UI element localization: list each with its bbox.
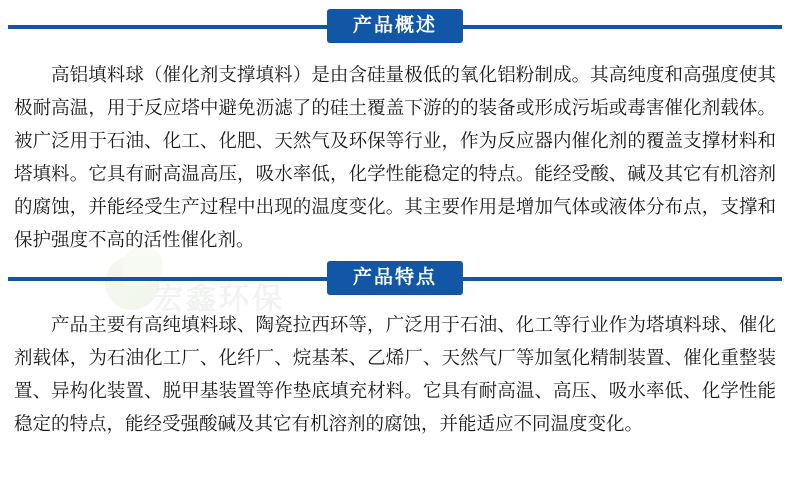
section-header-overview [0,6,790,46]
watermark-label: 宏鑫环保 [153,283,285,316]
section-body-features: 产品主要有高纯填料球、陶瓷拉西环等，广泛用于石油、化工等行业作为塔填料球、催化剂载体，为石油化工厂、化纤厂、烷基苯、乙烯厂、天然气厂等加氢化精制装置、催化重整装置、异构化装置、脱甲基装置等作垫底填充材料。它具有耐高温、高压、吸水率低、化学性能稳定的特点，能经受强酸碱及其它有机溶剂的腐蚀，并能适应不同温度变化。 [14,316,776,435]
section-title-overview: 产品概述 [327,9,463,43]
section-title-features: 产品特点 [327,261,463,295]
section-body-overview: 高铝填料球（催化剂支撑填料）是由含硅量极低的氧化铝粉制成。其高纯度和高强度使其极耐高温，用于反应塔中避免沥滤了的硅土覆盖下游的的装备或形成污垢或毒害催化剂载体。被广泛用于石油、化工、化肥、天然气及环保等行业，作为反应器内催化剂的覆盖支撑材料和塔填料。它具有耐高温高压，吸水率低，化学性能稳定的特点。能经受酸、碱及其它有机溶剂的腐蚀，并能经受生产过程中出现的温度变化。其主要作用是增加气体或液体分布点，支撑和保护强度不高的活性催化剂。 [14,66,776,251]
section-header-features [0,258,790,298]
